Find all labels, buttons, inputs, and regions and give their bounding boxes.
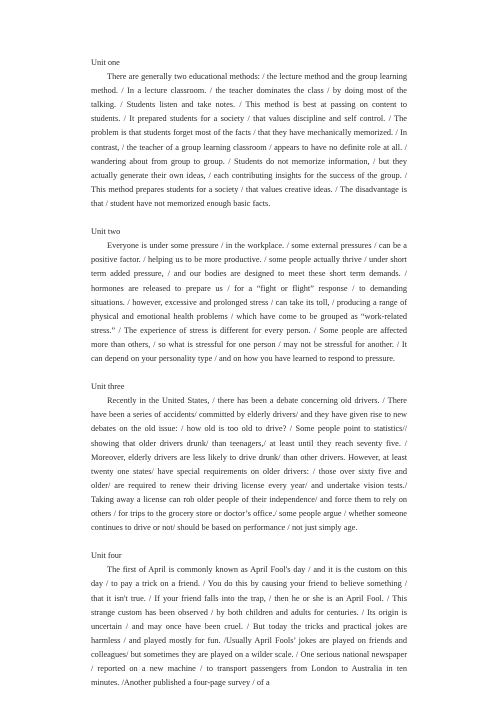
unit-two-section (91, 225, 407, 366)
document-page (91, 56, 407, 704)
unit-three-body: Recently in the United States, / there has been a debate concerning old drivers. / There have been a series of accidents/ committed by elderly drivers/ and they have given rise to new debates on the old issue: / how old is too old to drive? / Some people point to statistics// showing that older drivers drunk/ than teenagers,/ at least until they reach seventy five. / Moreover, elderly drivers are less likely to drive drunk/ than other drivers. However, at least twenty one states/ have special requirements on older drivers: / those over sixty five and older/ are required to renew their driving license every year/ and undertake vision tests./ Taking away a license can rob older people of their independence/ and force them to rely on others / for trips to the grocery store or doctor’s office./ some people argue / whether someone continues to drive or not/ should be based on performance / not just simply age. (91, 396, 407, 533)
unit-three-section (91, 380, 407, 535)
unit-two-title: Unit two (91, 227, 121, 237)
unit-four-section (91, 549, 407, 690)
unit-four-body: The first of April is commonly known as April Fool's day / and it is the custom on this day / to pay a trick on a friend. / You do this by causing your friend to believe something / that it isn't true. / If your friend falls into the trap, / then he or she is an April Fool. / This strange custom has been observed / by both children and adults for centuries. / Its origin is uncertain / and may once have been cruel. / But today the tricks and practical jokes are harmless / and played mostly for fun. /Usually April Fools’ jokes are played on friends and colleagues/ but sometimes they are played on a wilder scale. / One serious national newspaper / reported on a new machine / to transport passengers from London to Australia in ten minutes. /Another published a four-page survey / of a (91, 565, 407, 688)
unit-two-body: Everyone is under some pressure / in the workplace. / some external pressures / can be a positive factor. / helping us to be more productive. / some people actually thrive / under short term added pressure, / and our bodies are designed to meet these short term demands. / hormones are released to prepare us / for a “fight or flight” response / to demanding situations. / however, excessive and prolonged stress / can take its toll, / producing a range of physical and emotional health problems / which have come to be grouped as “work-related stress.” / The experience of stress is different for every person. / Some people are affected more than others, / so what is stressful for one person / may not be stressful for another. / It can depend on your personality type / and on how you have learned to respond to pressure. (91, 241, 407, 363)
unit-one-section (91, 56, 407, 211)
unit-one-title: Unit one (91, 58, 120, 67)
unit-one-body: There are generally two educational methods: / the lecture method and the group learning method. / In a lecture classroom. / the teacher dominates the class / by doing most of the talking. / Students listen and take notes. / This method is best at passing on content to students. / It prepared students for a society / that values discipline and self control. / The problem is that students forget most of the facts / that they have mechanically memorized. / In contrast, / the teacher of a group learning classroom / appears to have no definite role at all. / wandering about from group to group. / Students do not memorize information, / but they actually generate their own ideas, / each contributing insights for the success of the group. / This method prepares students for a society / that values creative ideas. / The disadvantage is that / student have not memorized enough basic facts. (91, 72, 407, 208)
unit-four-title: Unit four (91, 551, 122, 561)
unit-three-title: Unit three (91, 382, 125, 392)
